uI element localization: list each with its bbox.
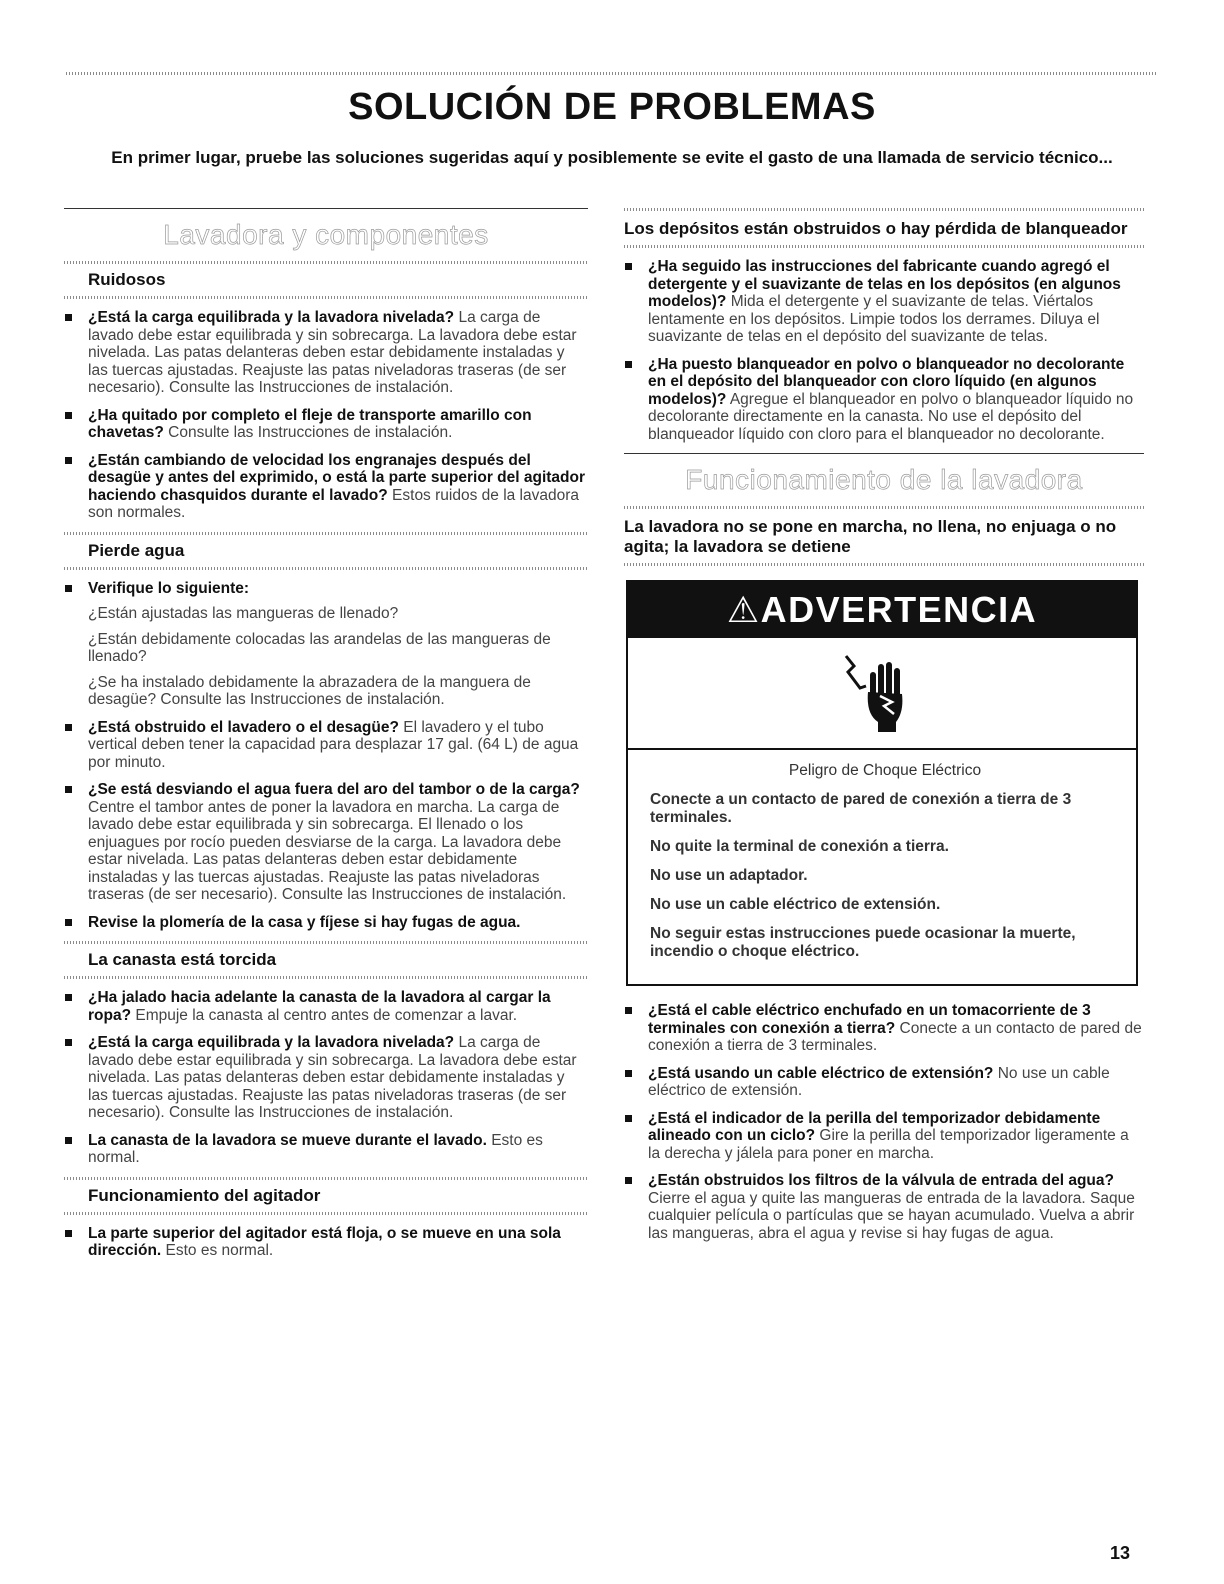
list-agitador	[64, 1225, 588, 1260]
list-item: ¿Están cambiando de velocidad los engranajes después del desagüe y antes del exprimido, o está la parte superior del agitador haciendo chasquidos durante el lavado? Estos ruidos de la lavadora son normales.	[64, 452, 588, 522]
dotted-rule	[624, 563, 1144, 566]
left-column	[64, 208, 588, 1270]
intro-text: En primer lugar, pruebe las soluciones sugeridas aquí y posiblemente se evite el gasto de una llamada de servicio técnico...	[111, 148, 1113, 167]
electric-shock-hand-icon	[842, 652, 920, 734]
section-title-funcionamiento: Funcionamiento de la lavadora	[685, 464, 1083, 495]
warning-title: Peligro de Choque Eléctrico	[788, 762, 982, 779]
list-pierde-agua	[64, 580, 588, 932]
page-number: 13	[1110, 1543, 1131, 1563]
list-item: Revise la plomería de la casa y fíjese si hay fugas de agua.	[64, 914, 588, 932]
subheading-depositos: Los depósitos están obstruidos o hay pérdida de blanqueador	[624, 219, 1128, 238]
list-item: ¿Está el indicador de la perilla del temporizador debidamente alineado con un ciclo? Gire la perilla del temporizador ligeramente a la derecha y jálela para poner en marcha.	[624, 1110, 1144, 1163]
list-item: ¿Está la carga equilibrada y la lavadora nivelada? La carga de lavado debe estar equilibrada y sin sobrecarga. La lavadora debe estar nivelada. Las patas delanteras deben estar debidamente instaladas y las tuercas ajustadas. Reajuste las patas niveladoras traseras (de ser necesario). Consulte las Instrucciones de instalación.	[64, 1034, 588, 1122]
dotted-rule	[64, 976, 588, 979]
dotted-rule	[64, 567, 588, 570]
dotted-rule	[64, 261, 588, 264]
list-item: ¿Está obstruido el lavadero o el desagüe? El lavadero y el tubo vertical deben tener la capacidad para desplazar 17 gal. (64 L) de agua por minuto.	[64, 719, 588, 772]
list-item: ¿Está usando un cable eléctrico de extensión? No use un cable eléctrico de extensión.	[624, 1065, 1144, 1100]
dotted-rule	[64, 941, 588, 944]
list-item: La parte superior del agitador está floja, o se mueve en una sola dirección. Esto es normal.	[64, 1225, 588, 1260]
subheading-agitador: Funcionamiento del agitador	[88, 1185, 321, 1205]
list-item: ¿Ha puesto blanqueador en polvo o blanqueador no decolorante en el depósito del blanqueador con cloro líquido (en algunos modelos)? Agregue el blanqueador en polvo o blanqueador líquido no decolorante directamente en la canasta. No use el depósito del blanqueador líquido con cloro para el blanqueador no decolorante.	[624, 356, 1144, 444]
list-item: ¿Están obstruidos los filtros de la válvula de entrada del agua? Cierre el agua y quite las mangueras de entrada de la lavadora. Saque cualquier película o partículas que se hayan acumulado. Vuelva a abrir las mangueras, abra el agua y revise si hay fugas de agua.	[624, 1172, 1144, 1242]
warning-line: No seguir estas instrucciones puede ocasionar la muerte, incendio o choque eléctrico.	[650, 925, 1076, 960]
right-column	[624, 208, 1144, 1252]
list-no-se-pone-en-marcha	[624, 1002, 1144, 1242]
dotted-rule	[64, 1212, 588, 1215]
list-canasta-torcida	[64, 989, 588, 1167]
list-item: ¿Está el cable eléctrico enchufado en un tomacorriente de 3 terminales con conexión a tierra? Conecte a un contacto de pared de conexión a tierra de 3 terminales.	[624, 1002, 1144, 1055]
dotted-rule	[64, 532, 588, 535]
list-depositos	[624, 258, 1144, 443]
list-item: ¿Ha quitado por completo el fleje de transporte amarillo con chavetas? Consulte las Instrucciones de instalación.	[64, 407, 588, 442]
list-ruidosos	[64, 309, 588, 522]
verify-line: ¿Están ajustadas las mangueras de llenado?	[88, 605, 399, 622]
verify-line: ¿Están debidamente colocadas las arandelas de las mangueras de llenado?	[88, 630, 551, 665]
subheading-no-se-pone-en-marcha: La lavadora no se pone en marcha, no llena, no enjuaga o no agita; la lavadora se detiene	[624, 517, 1117, 556]
list-item: ¿Ha seguido las instrucciones del fabricante cuando agregó el detergente y el suavizante de telas en los depósitos (en algunos modelos)? Mida el detergente y el suavizante de telas. Viértalos lentamente en los depósitos. Limpie todos los derrames. Diluya el suavizante de telas en el depósito del suavizante de telas.	[624, 258, 1144, 346]
warning-line: Conecte a un contacto de pared de conexión a tierra de 3 terminales.	[650, 791, 1072, 826]
verify-line: ¿Se ha instalado debidamente la abrazadera de la manguera de desagüe? Consulte las Instrucciones de instalación.	[88, 673, 531, 708]
dotted-rule	[64, 1177, 588, 1180]
subheading-ruidosos: Ruidosos	[88, 270, 166, 289]
warning-box	[626, 580, 1138, 986]
list-item: ¿Está la carga equilibrada y la lavadora nivelada? La carga de lavado debe estar equilibrada y sin sobrecarga. La lavadora debe estar nivelada. Las patas delanteras deben estar debidamente instaladas y las tuercas ajustadas. Reajuste las patas niveladoras traseras (de ser necesario). Consulte las Instrucciones de instalación.	[64, 309, 588, 397]
warning-line: No use un cable eléctrico de extensión.	[650, 896, 941, 913]
list-item: Verifique lo siguiente: ¿Están ajustadas las mangueras de llenado? ¿Están debidamente colocadas las arandelas de las mangueras de llenado? ¿Se ha instalado debidamente la abrazadera de la manguera de desagüe? Consulte las Instrucciones de instalación.	[64, 580, 588, 709]
subheading-canasta-torcida: La canasta está torcida	[88, 950, 277, 969]
warning-icon-area	[628, 638, 1136, 750]
warning-header: ⚠ADVERTENCIA	[628, 582, 1136, 638]
section-title-lavadora: Lavadora y componentes	[163, 219, 489, 250]
subheading-pierde-agua: Pierde agua	[88, 540, 185, 560]
dotted-rule	[624, 245, 1144, 248]
dotted-rule	[64, 296, 588, 299]
dotted-rule	[624, 208, 1144, 211]
dotted-rule	[624, 506, 1144, 509]
top-dotted-rule	[66, 72, 1158, 75]
warning-line: No use un adaptador.	[650, 867, 808, 884]
list-item: ¿Se está desviando el agua fuera del aro del tambor o de la carga? Centre el tambor antes de poner la lavadora en marcha. La carga de lavado debe estar equilibrada y sin sobrecarga. El llenado o los enjuagues por rocío pueden desviarse de la carga. La lavadora debe estar nivelada. Las patas delanteras deben estar debidamente instaladas y las tuercas ajustadas. Reajuste las patas niveladoras traseras (de ser necesario). Consulte las Instrucciones de instalación.	[64, 781, 588, 904]
list-item: ¿Ha jalado hacia adelante la canasta de la lavadora al cargar la ropa? Empuje la canasta al centro antes de comenzar a lavar.	[64, 989, 588, 1024]
list-item: La canasta de la lavadora se mueve durante el lavado. Esto es normal.	[64, 1132, 588, 1167]
warning-body	[628, 750, 1136, 984]
warning-line: No quite la terminal de conexión a tierra.	[650, 838, 949, 855]
page-title: SOLUCIÓN DE PROBLEMAS	[348, 86, 876, 128]
